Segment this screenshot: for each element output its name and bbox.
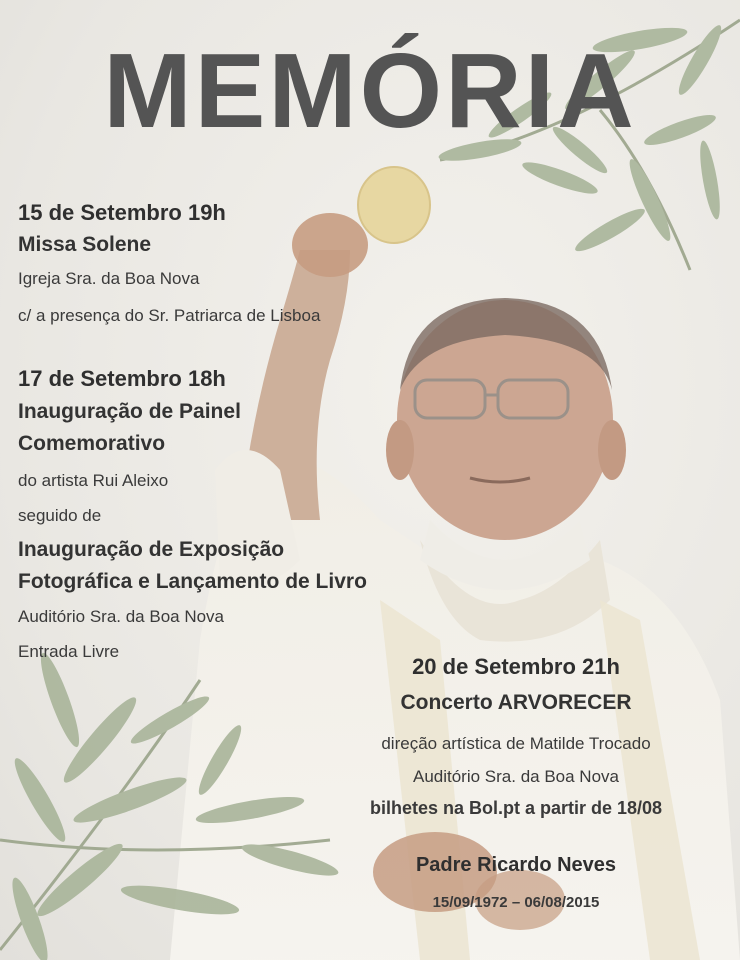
poster-title: MEMÓRIA	[103, 32, 637, 150]
event2-date: 17 de Setembro 18h	[18, 366, 226, 391]
event2-name2-line2: Fotográfica e Lançamento de Livro	[18, 570, 367, 593]
event1-date: 15 de Setembro 19h	[18, 200, 226, 225]
event3-tickets: bilhetes na Bol.pt a partir de 18/08	[369, 798, 663, 818]
memorial-name: Padre Ricardo Neves	[415, 854, 617, 876]
event1-note: c/ a presença do Sr. Patriarca de Lisboa	[18, 306, 321, 325]
event2-entry: Entrada Livre	[18, 642, 120, 661]
event1-name: Missa Solene	[18, 233, 152, 256]
event2-place: Auditório Sra. da Boa Nova	[18, 607, 225, 626]
event1-place: Igreja Sra. da Boa Nova	[18, 269, 200, 288]
event2-followed: seguido de	[18, 506, 102, 525]
event2-artist: do artista Rui Aleixo	[18, 471, 169, 490]
event2-name2-line1: Inauguração de Exposição	[18, 538, 285, 561]
event2-name-line1: Inauguração de Painel	[18, 400, 241, 423]
event3-date: 20 de Setembro 21h	[412, 654, 620, 679]
event3-direction: direção artística de Matilde Trocado	[381, 734, 651, 753]
memorial-dates: 15/09/1972 – 06/08/2015	[432, 894, 600, 911]
event3-place: Auditório Sra. da Boa Nova	[412, 767, 619, 786]
event2-name-line2: Comemorativo	[18, 432, 166, 455]
event3-name: Concerto ARVORECER	[400, 691, 632, 714]
